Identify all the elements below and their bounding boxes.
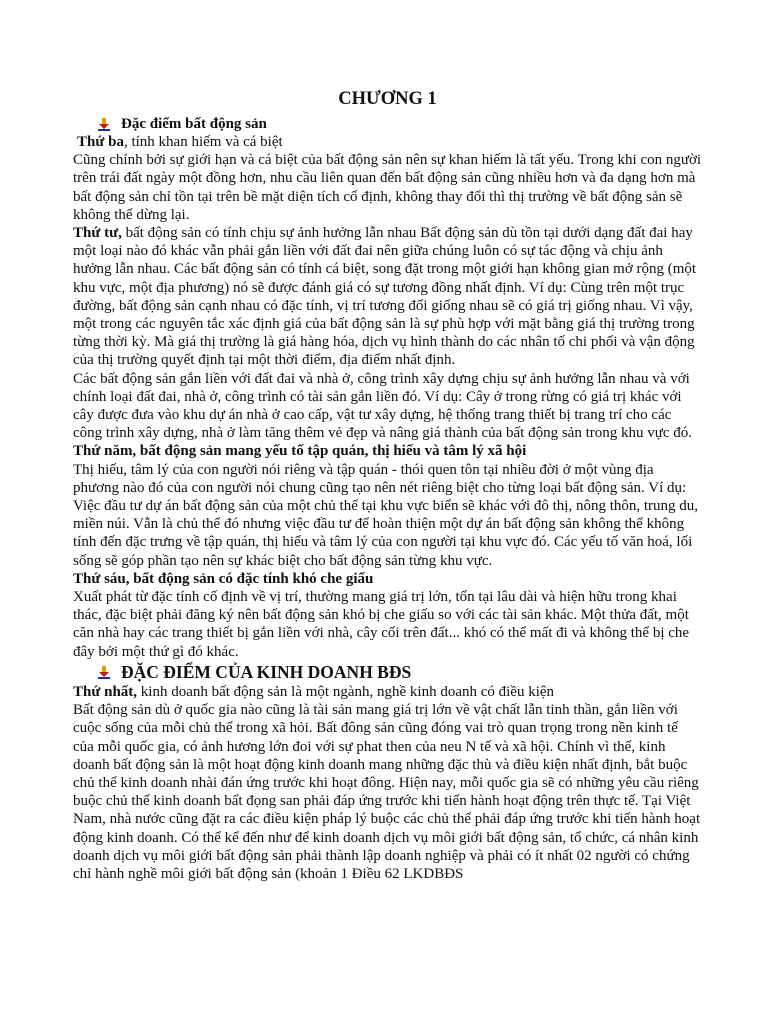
item6-heading: Thứ sáu, bất động sản có đặc tính khó che giấu — [73, 570, 374, 587]
section-heading-real-estate — [73, 115, 702, 133]
section-heading-text: Đặc điểm bất động sản — [121, 116, 267, 132]
section-heading-text: ĐẶC ĐIỂM CỦA KINH DOANH BĐS — [121, 661, 412, 682]
bullet-arrow-icon — [97, 117, 111, 131]
item5-paragraph: Thị hiếu, tâm lý của con người nói riêng và tập quán - thói quen tôn tại nhiều đời ở một vùng địa phương nào đó của con người nói chung cũng tạo nên nét riêng biệt cho từng loại bất động sản. Ví dụ: Việc đầu tư dự án bất động sản của một chủ thể tại khu vực biển sẽ khác với đô thị, nông thôn, trung du, miền núi. Vẫn là chủ thể đó nhưng việc đầu tư để hoàn thiện một dự án bất động sản không thể không tính đến đặc trưng về tập quán, thị hiếu và tâm lý của con người tại khu vực đó. Các yếu tố văn hoá, lối sống sẽ góp phần tạo nên sự khác biệt cho bất động sản từng khu vực. — [73, 461, 699, 569]
item5-heading: Thứ năm, bất động sản mang yếu tố tập quán, thị hiếu và tâm lý xã hội — [73, 443, 527, 460]
bullet-arrow-icon — [97, 665, 111, 679]
s2-item1-label: Thứ nhất, — [73, 683, 138, 700]
item3-paragraph: Cũng chính bởi sự giới hạn và cá biệt của bất động sản nên sự khan hiếm là tất yếu. Trong khi con người trên trái đất ngày một đồng hơn, nhu cầu liên quan đến bất động sản cũng nhiều hơn và đa dạng hơn mà bất động sản chỉ tồn tại trên bề mặt diện tích cố định, không thay đổi thì thị trường về bất động sản sẽ không thể dừng lại. — [73, 152, 702, 223]
section-heading-business — [73, 661, 702, 683]
s2-item1-title — [73, 683, 702, 701]
item3-label: Thứ ba — [77, 134, 124, 150]
item4-paragraph-2: Các bất động sản gắn liền với đất đai và nhà ở, công trình xây dựng chịu sự ảnh hưởng lẫn nhau và với chính loại đất đai, nhà ở, công trình có tài sản gắn liền đó. Ví dụ: Cây ở trong rừng có giá trị khác với cây được đưa vào khu dự án nhà ở cao cấp, vật tư xây dựng, hệ thống trang thiết bị trang trí cho các công trình xây dựng, nhà ở làm tăng thêm vẻ đẹp và nâng giá thành của bất động sản trong khu vực đó. — [73, 370, 693, 442]
s2-item1-paragraph: Bất động sản dù ở quốc gia nào cũng là tài sản mang giá trị lớn về vật chất lẫn tinh thần, gắn liền với cuộc sống của mỗi chủ thể trong xã hỏi. Bất đông sản cũng đóng vai trò quan trọng trong nền kinh tế của mỗi quốc gia, có ảnh hương lớn đoi với sự phat then của neu N tế và xã hội. Chính vì thế, kinh doanh bất động sản là một hoạt động kinh doanh mang những đặc thù và điều kiện nhất định, bắt buộc chủ thể kinh doanh nhài đán ứng trước khi hoạt đông. Hiện nay, mỗi quốc gia sẽ có những yêu cầu riêng buộc chủ thể kinh doanh bất đọng san phải đáp ứng trước khi tiến hành hoạt động trên thực tế. Tại Việt Nam, nhà nước cũng đặt ra các điều kiện pháp lý buộc các chủ thể phải đáp ứng trước khi tiến hành hoạt động kinh doanh. Có thể kể đến như để kinh doanh dịch vụ môi giới bất động sản, tổ chức, cá nhân kinh doanh dịch vụ môi giới bất động sản phải thành lập doanh nghiệp và phải có ít nhất 02 người có chứng chỉ hành nghề môi giới bất động sản (khoản 1 Điều 62 LKDBĐS — [73, 702, 701, 882]
item6-paragraph: Xuất phát từ đặc tính cố định về vị trí, thường mang giá trị lớn, tốn tại lâu dài và hiện hữu trong khai thác, đặc biệt phải đăng ký nên bất động sản khó bị che giấu so với các tài sản khác. Một thửa đất, một căn nhà hay các trang thiết bị gắn liền với nhà, cây cối trên đất... khó có thể mất đi và không thể bị che đây bởi một thứ gì đó khác. — [73, 589, 690, 660]
item4-paragraph — [73, 224, 702, 370]
s2-item1-rest: kinh doanh bất động sản là một ngành, nghề kinh doanh có điều kiện — [137, 683, 555, 700]
item3-rest: , tính khan hiếm và cá biệt — [123, 134, 283, 150]
chapter-title: CHƯƠNG 1 — [338, 89, 437, 109]
item4-label: Thứ tư, — [73, 225, 122, 242]
item3-title — [73, 133, 702, 151]
item4-text: bất động sản có tính chịu sự ảnh hưởng lẫn nhau Bất động sản dù tồn tại dưới dạng đất đai hay một loại nào đó khác vẫn phải gắn liền với đất đai nên giữa chúng luôn có sự tác động và chịu ảnh hưởng lẫn nhau. Các bất động sản có tính cá biệt, song đặt trong một giới hạn không gian mở rộng (một khu vực, một địa phương) nó sẽ được đánh giá có sự tương đồng nhất định. Ví dụ: Cùng trên một trục đường, bất động sản cạnh nhau có đặc tính, vị trí tương đối giống nhau sẽ có giá trị giống nhau. Vì vậy, một trong các nguyên tắc xác định giá của bất động sản là sự phù hợp với mặt bằng giá thị trường trong từng thời kỳ. Mà giá thị trường là giá hàng hóa, dịch vụ hình thành do các nhân tố chi phối và vận động của thị trường quyết định tại một thời điểm, địa điểm nhất định. — [73, 225, 697, 369]
